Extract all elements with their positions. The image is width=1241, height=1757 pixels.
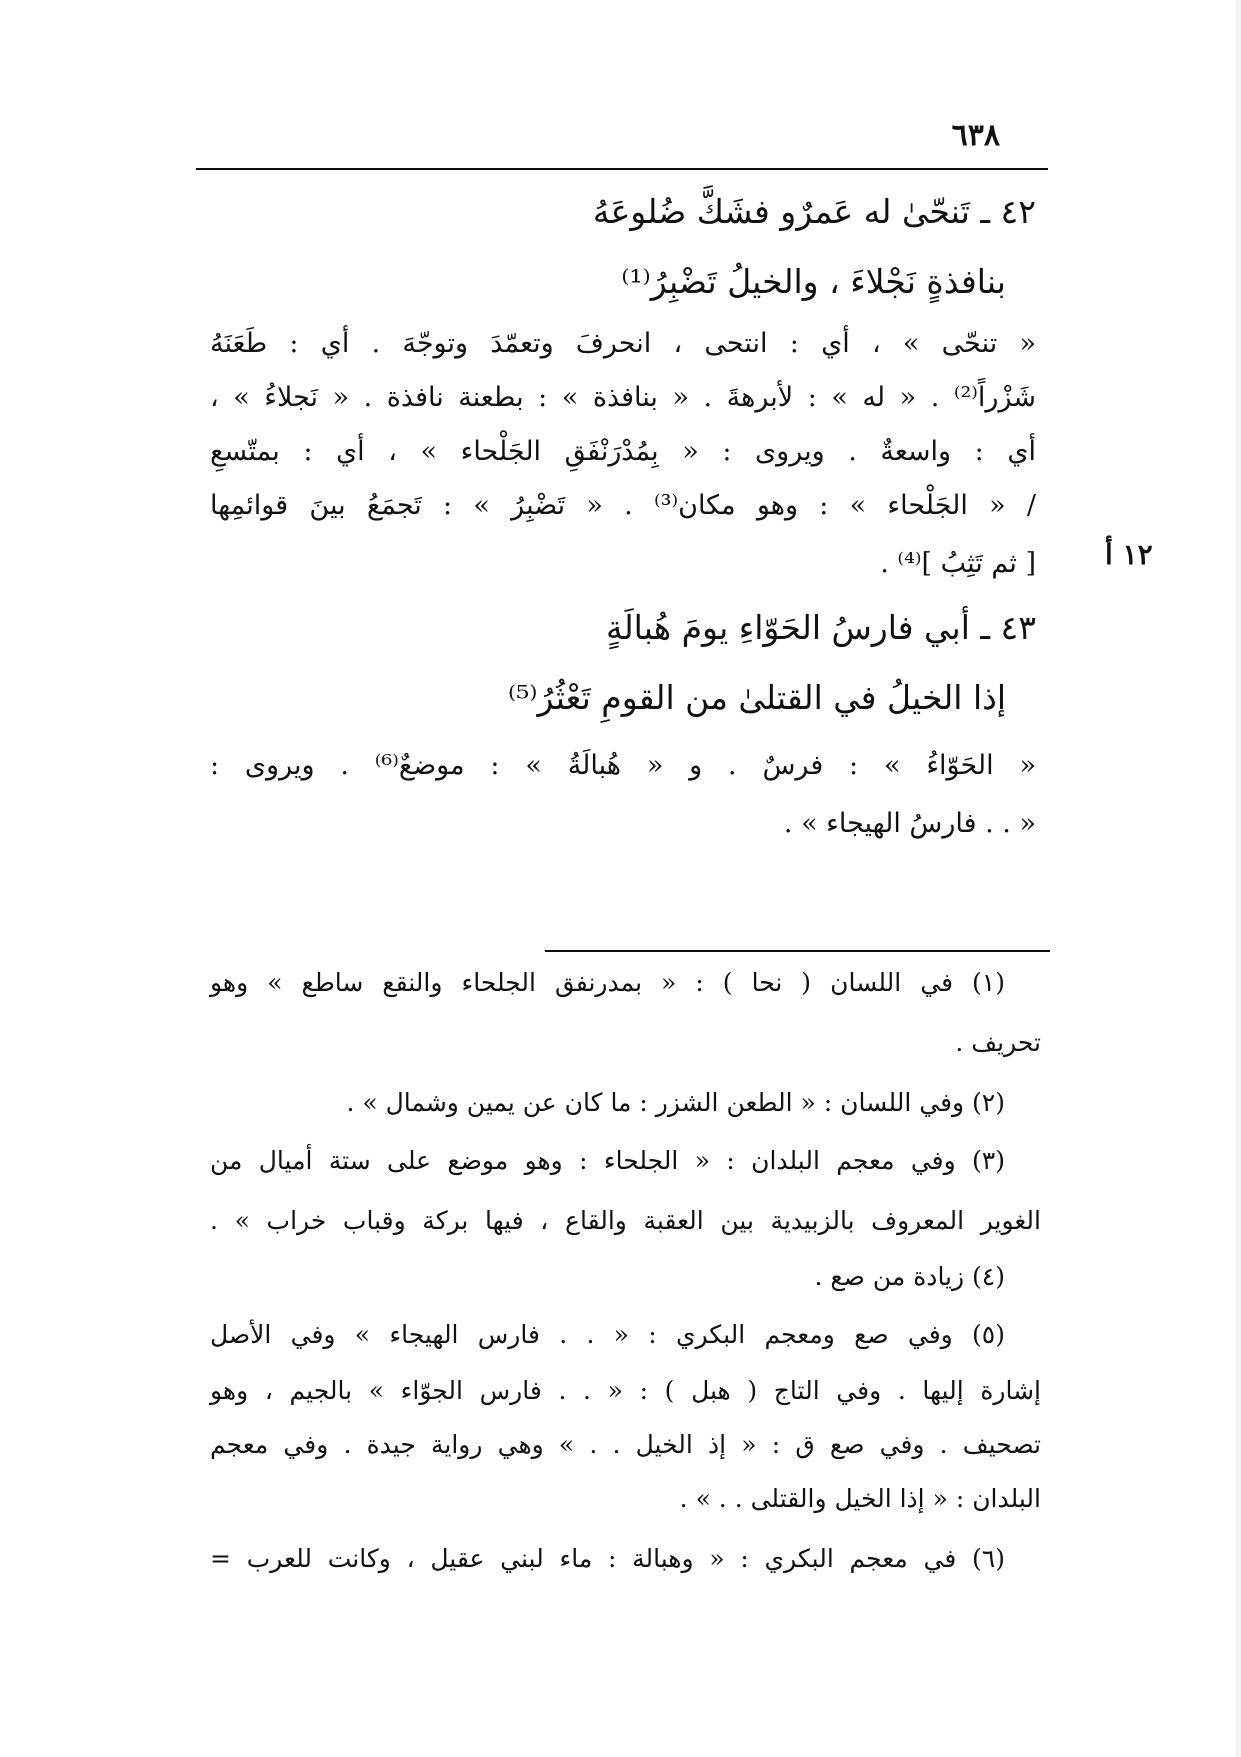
verse-42-first-hemistich: ٤٢ ـ تَنحّىٰ له عَمرٌو فشَكَّ ضُلوعَهُ (592, 192, 1036, 231)
commentary-43-line-1: « الحَوّاءُ » : فرسٌ . و « هُبالَةُ » : موضعٌ⁽⁶⁾ . ويروى : (210, 750, 1036, 781)
verse-42-second-hemistich: بنافذةٍ نَجْلاءَ ، والخيلُ تَضْبِرُ⁽¹⁾ (621, 262, 1006, 301)
footnote-6: (٦) في معجم البكري : « وهبالة : ماء لبني عقيل ، وكانت للعرب = (210, 1544, 1005, 1573)
footnote-3-line-2: الغوير المعروف بالزبيدية بين العقبة والقاع ، فيها بركة وقباب خراب » . (210, 1206, 1041, 1235)
footnote-4: (٤) زيادة من صع . (814, 1262, 1005, 1291)
footnote-5-line-3: تصحيف . وفي صع ق : « إذ الخيل . . » وهي رواية جيدة . وفي معجم (210, 1430, 1041, 1459)
footnote-3-line-1: (٣) وفي معجم البلدان : « الجلحاء : وهو موضع على ستة أميال من (210, 1146, 1005, 1175)
verse-43-first-hemistich: ٤٣ ـ أبي فارسُ الحَوّاءِ يومَ هُبالَةٍ (605, 608, 1036, 647)
header-rule (196, 168, 1048, 170)
commentary-42-line-1: « تنحّى » ، أي : انتحى ، انحرفَ وتعمّدَ وتوجّهَ . أي : طَعَنَهُ (210, 328, 1036, 359)
footnote-5-line-4: البلدان : « إذا الخيل والقتلى . . » . (679, 1484, 1041, 1513)
page-edge (1235, 0, 1241, 1757)
footnote-rule (545, 950, 1050, 952)
footnote-5-line-1: (٥) وفي صع ومعجم البكري : « . . فارس الهيجاء » وفي الأصل (210, 1320, 1005, 1349)
footnote-5-line-2: إشارة إليها . وفي التاج ( هبل ) : « . . فارس الجوّاء » بالجيم ، وهو (210, 1376, 1041, 1405)
commentary-42-line-3: أي : واسعةٌ . ويروى : « بِمُدْرَنْفَقِ الجَلْحاء » ، أي : بمتّسعِ (210, 436, 1036, 467)
page-number: ٦٣٨ (951, 118, 1000, 153)
footnote-1-line-2: تحريف . (955, 1028, 1041, 1057)
verse-43-second-hemistich: إذا الخيلُ في القتلىٰ من القومِ تَعْثُرُ⁽⁵⁾ (508, 678, 1006, 717)
commentary-42-line-5: [ ثم تَثِبُ ]⁽⁴⁾ . (880, 548, 1036, 579)
footnote-1-line-1: (١) في اللسان ( نحا ) : « بمدرنفق الجلحاء والنقع ساطع » وهو (210, 968, 1005, 997)
folio-margin-note: ١٢ أ (1105, 538, 1153, 571)
commentary-43-line-2: « . . فارسُ الهيجاء » . (783, 808, 1036, 839)
footnote-2: (٢) وفي اللسان : « الطعن الشزر : ما كان عن يمين وشمال » . (346, 1088, 1005, 1117)
commentary-42-line-2: شَزْراً⁽²⁾ . « له » : لأبرهةَ . « بنافذة » : بطعنة نافذة . « نَجلاءُ » ، (210, 382, 1036, 413)
commentary-42-line-4: / « الجَلْحاء » : وهو مكان⁽³⁾ . « تَضْبِرُ » : تَجمَعُ بينَ قوائمِها (210, 490, 1036, 521)
